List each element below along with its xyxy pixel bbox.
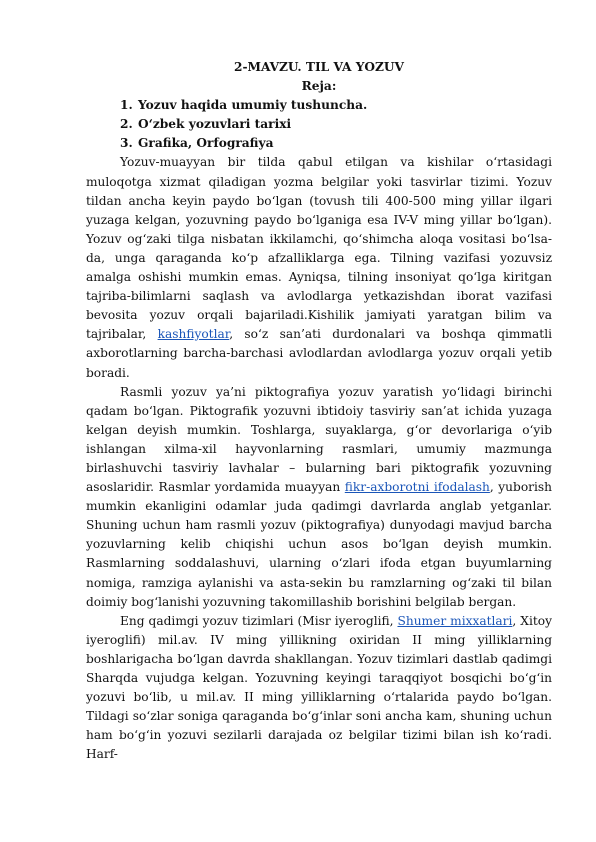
plan-item bbox=[86, 96, 552, 115]
document-title: 2-MAVZU. TIL VA YOZUV bbox=[233, 60, 405, 74]
plan-list bbox=[86, 96, 552, 153]
plan-item-number: 2. bbox=[120, 117, 133, 132]
paragraph-text: , Xitoy iyeroglifi) mil.av. IV ming yillikning oxiridan II ming yilliklarning boshlarigacha bo‘lgan davrda shakllangan. Yozuv tizimlari dastlab qadimgi Sharqda vujudga kelgan. Yozuvning keyingi taraqqiyot bosqichi bo‘g‘in yozuvi bo‘lib, u mil.av. II ming yilliklarning o‘rtalarida paydo bo‘lgan. Tildagi so‘zlar soniga qaraganda bo‘g‘inlar soni ancha kam, shuning uchun ham bo‘g‘in yozuvi sezilarli darajada oz belgilar tizimi bilan ish ko‘radi. Harf- bbox=[86, 613, 552, 762]
paragraph-yozuv-definition bbox=[86, 153, 552, 382]
paragraph-text: , so‘z san’ati durdonalari va boshqa qimmatli axborotlarning barcha-barchasi avlodlardan avlodlarga yozuv orqali yetib boradi. bbox=[86, 327, 552, 380]
plan-heading: Reja: bbox=[301, 79, 337, 94]
link-shumer-mixxatlari[interactable]: Shumer mixxatlari bbox=[397, 613, 513, 628]
paragraph-text: Eng qadimgi yozuv tizimlari (Misr iyeroglifi, bbox=[120, 613, 398, 628]
plan-item bbox=[86, 134, 552, 153]
plan-item-number: 1. bbox=[120, 98, 133, 113]
paragraph-qadimgi-yozuv-tizimlari bbox=[86, 612, 552, 765]
paragraph-piktografiya bbox=[86, 383, 552, 612]
document-page bbox=[86, 58, 552, 764]
paragraph-text: , yuborish mumkin ekanligini odamlar juda qadimgi davrlarda anglab yetganlar. Shuning uchun ham rasmli yozuv (piktografiya) dunyodagi mavjud barcha yozuvlarning kelib chiqishi uchun asos bo‘lgan deyish mumkin. Rasmlarning soddalashuvi, ularning o‘zlari ifoda etgan buyumlarning nomiga, ramziga aylanishi va asta-sekin bu ramzlarning og‘zaki til bilan doimiy bog‘lanishi yozuvning takomillashib borishini belgilab bergan. bbox=[86, 480, 552, 609]
link-fikr-axborotni-ifodalash[interactable]: fikr-axborotni ifodalash bbox=[344, 480, 490, 495]
plan-item-text: O‘zbek yozuvlari tarixi bbox=[138, 117, 292, 132]
paragraph-text: Rasmli yozuv ya’ni piktografiya yozuv yaratish yo‘lidagi birinchi qadam bo‘lgan. Piktografik yozuvni ibtidoiy tasviriy san’at ichida yuzaga kelgan deyish mumkin. Toshlarga, suyaklarga, g‘or devorlariga o‘yib ishlangan xilma-xil hayvonlarning rasmlari, umumiy mazmunga birlashuvchi tasviriy lavhalar – bularning bari piktografik yozuvning asoslaridir. Rasmlar yordamida muayyan bbox=[86, 384, 552, 495]
plan-item-text: Grafika, Orfografiya bbox=[138, 136, 274, 151]
plan-item bbox=[86, 115, 552, 134]
plan-item-number: 3. bbox=[120, 136, 133, 151]
paragraph-text: Yozuv-muayyan bir tilda qabul etilgan va kishilar o‘rtasidagi muloqotga xizmat qiladigan yozma belgilar yoki tasvirlar tizimi. Yozuv tildan ancha keyin paydo bo‘lgan (tovush tili 400-500 ming yillar ilgari yuzaga kelgan, yozuvning paydo bo‘lganiga esa IV-V ming yillar bo‘lgan). Yozuv og‘zaki tilga nisbatan ikkilamchi, qo‘shimcha aloqa vositasi bo‘lsa-da, unga qaraganda ko‘p afzalliklarga ega. Tilning vazifasi yozuvsiz amalga oshishi mumkin emas. Ayniqsa, tilning insoniyat qo‘lga kiritgan tajriba-bilimlarni saqlash va avlodlarga yetkazishdan iborat vazifasi bevosita yozuv orqali bajariladi.Kishilik jamiyati yaratgan bilim va tajribalar, bbox=[86, 155, 552, 342]
link-kashfiyotlar[interactable]: kashfiyotlar bbox=[157, 327, 230, 342]
plan-item-text: Yozuv haqida umumiy tushuncha. bbox=[138, 98, 368, 113]
